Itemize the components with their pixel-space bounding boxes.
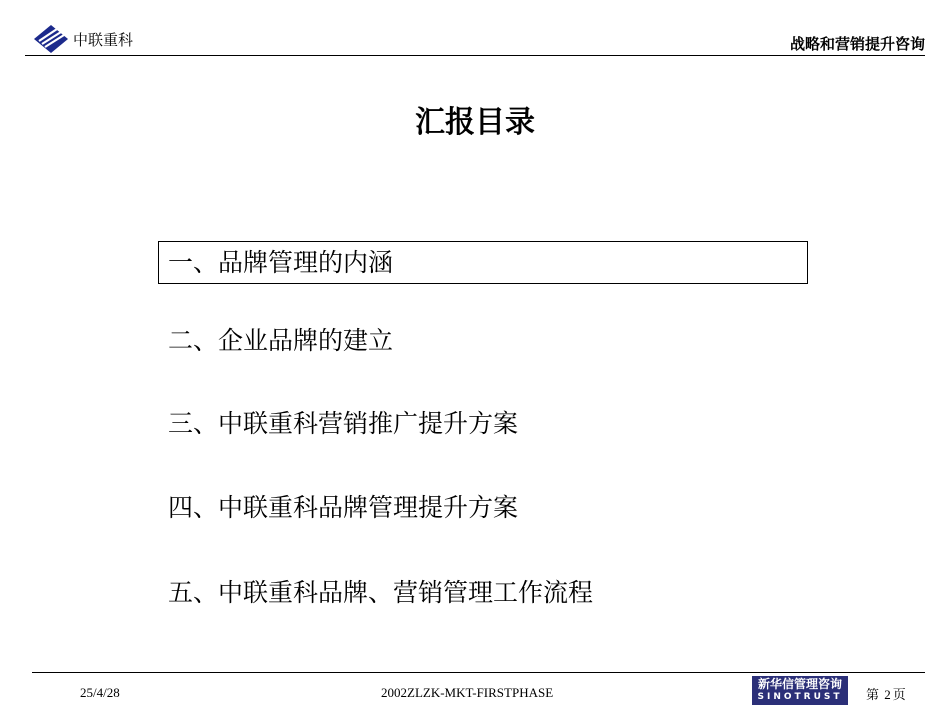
toc-item[interactable]: 四、中联重科品牌管理提升方案 <box>168 493 519 522</box>
page-prefix: 第 <box>866 687 880 702</box>
toc-item[interactable]: 三、中联重科营销推广提升方案 <box>168 409 519 438</box>
toc-item[interactable]: 一、品牌管理的内涵 <box>168 248 394 277</box>
page-number <box>866 684 908 703</box>
toc-item[interactable]: 五、中联重科品牌、营销管理工作流程 <box>168 578 594 607</box>
footer-code: 2002ZLZK-MKT-FIRSTPHASE <box>381 685 554 700</box>
header-divider <box>25 55 925 56</box>
page-suffix: 页 <box>892 687 906 702</box>
footer-date: 25/4/28 <box>80 685 120 700</box>
page-title: 汇报目录 <box>415 105 535 140</box>
page-number-value: 2 <box>884 687 891 702</box>
sinotrust-badge <box>752 676 848 705</box>
footer-divider <box>32 672 925 673</box>
company-logo-icon <box>33 24 69 54</box>
toc-item[interactable]: 二、企业品牌的建立 <box>168 326 394 355</box>
header-subtitle: 战略和营销提升咨询 <box>789 35 925 53</box>
badge-chinese-name: 新华信管理咨询 <box>757 677 842 691</box>
badge-english-name: SINOTRUST <box>757 692 843 702</box>
company-name: 中联重科 <box>73 31 134 49</box>
